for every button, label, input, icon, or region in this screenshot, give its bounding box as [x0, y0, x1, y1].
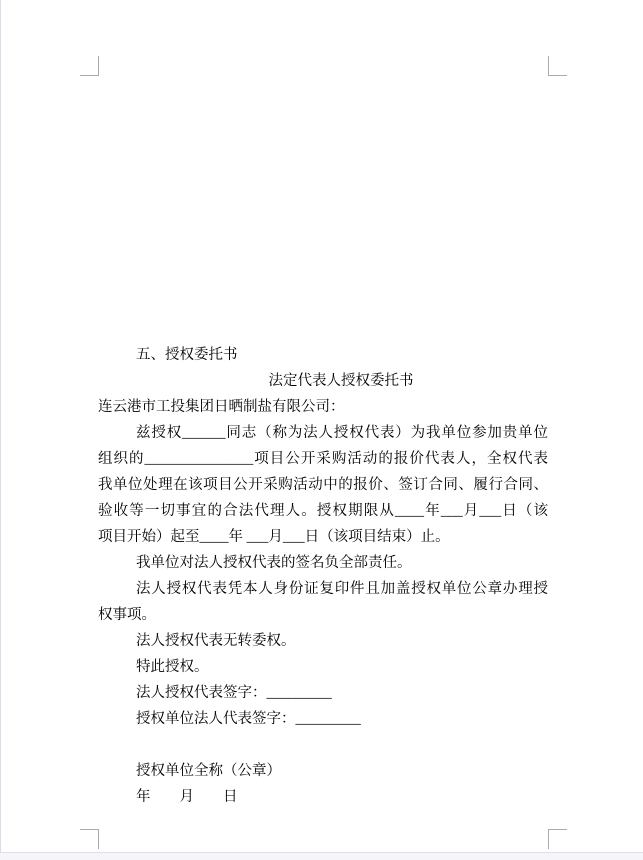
- page-gap: [0, 854, 643, 860]
- blank-line: [98, 732, 548, 758]
- document-body: [98, 342, 548, 810]
- text-line: 验收等一切事宜的合法代理人。授权期限从____年___月___日（该: [98, 503, 548, 519]
- text-line: 兹授权______同志（称为法人授权代表）为我单位参加贵单位: [136, 425, 548, 441]
- text-line: 授权单位全称（公章）: [136, 763, 281, 779]
- margin-mark-top-right: [548, 56, 567, 76]
- text-line: 组织的_______________项目公开采购活动的报价代表人，全权代表: [98, 451, 548, 467]
- text-line: 年 月 日: [136, 789, 238, 805]
- margin-mark-top-left: [80, 56, 99, 76]
- text-line: 法定代表人授权委托书: [268, 373, 414, 389]
- margin-mark-bottom-right: [548, 829, 567, 849]
- text-line: 法人授权代表签字：_________: [136, 685, 332, 701]
- text-line: 授权单位法人代表签字：_________: [136, 711, 361, 727]
- text-line: 我单位对法人授权代表的签名负全部责任。: [136, 555, 412, 571]
- text-line: 法人授权代表无转委权。: [136, 633, 296, 649]
- text-line: 特此授权。: [136, 659, 209, 675]
- text-line: 连云港市工投集团日晒制盐有限公司：: [98, 399, 345, 415]
- text-line: 五、授权委托书: [136, 347, 238, 363]
- margin-mark-bottom-left: [80, 829, 99, 849]
- text-line: 法人授权代表凭本人身份证复印件且加盖授权单位公章办理授: [136, 581, 548, 597]
- text-line: 项目开始）起至____年 ___月___日（该项目结束）止。: [98, 529, 450, 545]
- text-line: 我单位处理在该项目公开采购活动中的报价、签订合同、履行合同、: [98, 477, 548, 493]
- text-line: 权事项。: [98, 607, 156, 623]
